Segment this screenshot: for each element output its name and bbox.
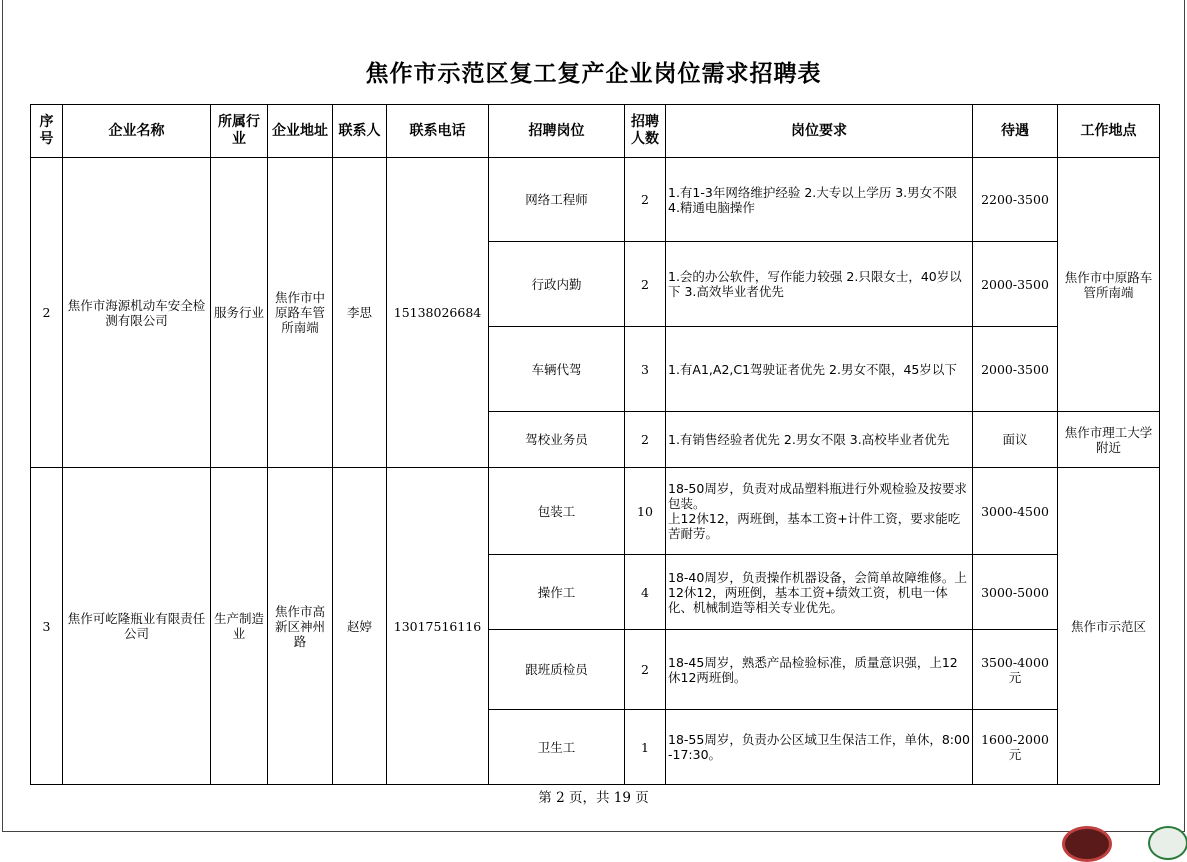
header-phone: 联系电话 [387, 105, 489, 158]
position-cell: 车辆代驾 [489, 327, 625, 412]
location-cell: 焦作市示范区 [1058, 468, 1160, 785]
position-cell: 网络工程师 [489, 158, 625, 242]
count-cell: 2 [625, 412, 666, 468]
header-location: 工作地点 [1058, 105, 1160, 158]
header-requirements: 岗位要求 [666, 105, 973, 158]
requirements-cell: 18-55周岁，负责办公区域卫生保洁工作，单休，8:00-17:30。 [666, 710, 973, 785]
salary-cell: 1600-2000元 [973, 710, 1058, 785]
salary-cell: 3000-4500 [973, 468, 1058, 555]
salary-cell: 面议 [973, 412, 1058, 468]
header-position: 招聘岗位 [489, 105, 625, 158]
header-count: 招聘人数 [625, 105, 666, 158]
count-cell: 2 [625, 630, 666, 710]
address-cell: 焦作市中原路车管所南端 [268, 158, 333, 468]
page-title: 焦作市示范区复工复产企业岗位需求招聘表 [365, 61, 822, 87]
position-cell: 行政内勤 [489, 242, 625, 327]
count-cell: 3 [625, 327, 666, 412]
position-cell: 包装工 [489, 468, 625, 555]
requirements-cell: 1.有1-3年网络维护经验 2.大专以上学历 3.男女不限 4.精通电脑操作 [666, 158, 973, 242]
position-cell: 操作工 [489, 555, 625, 630]
salary-cell: 2000-3500 [973, 327, 1058, 412]
count-cell: 4 [625, 555, 666, 630]
location-cell: 焦作市中原路车管所南端 [1058, 158, 1160, 412]
page-number: 第 2 页，共 19 页 [538, 790, 649, 806]
header-seq: 序号 [31, 105, 63, 158]
table-row [31, 468, 1160, 555]
requirements-cell: 18-50周岁，负责对成品塑料瓶进行外观检验及按要求包装。 上12休12，两班倒，基本工资+计件工资，要求能吃苦耐劳。 [666, 468, 973, 555]
company-name-cell: 焦作市海源机动车安全检测有限公司 [63, 158, 211, 468]
requirements-cell: 18-40周岁，负责操作机器设备，会简单故障维修。上12休12，两班倒，基本工资+绩效工资，机电一体化、机械制造等相关专业优先。 [666, 555, 973, 630]
count-cell: 1 [625, 710, 666, 785]
industry-cell: 服务行业 [211, 158, 268, 468]
seal-icon [1148, 826, 1187, 860]
seq-cell: 3 [31, 468, 63, 785]
count-cell: 2 [625, 242, 666, 327]
salary-cell: 3500-4000元 [973, 630, 1058, 710]
count-cell: 2 [625, 158, 666, 242]
position-cell: 跟班质检员 [489, 630, 625, 710]
phone-cell: 13017516116 [387, 468, 489, 785]
contact-cell: 赵婷 [333, 468, 387, 785]
contact-cell: 李思 [333, 158, 387, 468]
header-salary: 待遇 [973, 105, 1058, 158]
salary-cell: 2200-3500 [973, 158, 1058, 242]
address-cell: 焦作市高新区神州路 [268, 468, 333, 785]
position-cell: 卫生工 [489, 710, 625, 785]
company-name-cell: 焦作可屹隆瓶业有限责任公司 [63, 468, 211, 785]
position-cell: 驾校业务员 [489, 412, 625, 468]
phone-cell: 15138026684 [387, 158, 489, 468]
salary-cell: 3000-5000 [973, 555, 1058, 630]
salary-cell: 2000-3500 [973, 242, 1058, 327]
header-contact: 联系人 [333, 105, 387, 158]
header-company: 企业名称 [63, 105, 211, 158]
recruitment-table [30, 104, 1160, 785]
requirements-cell: 1.有销售经验者优先 2.男女不限 3.高校毕业者优先 [666, 412, 973, 468]
industry-cell: 生产制造业 [211, 468, 268, 785]
header-industry: 所属行业 [211, 105, 268, 158]
header-address: 企业地址 [268, 105, 333, 158]
requirements-cell: 1.会的办公软件，写作能力较强 2.只限女士，40岁以下 3.高效毕业者优先 [666, 242, 973, 327]
location-cell: 焦作市理工大学附近 [1058, 412, 1160, 468]
table-row [31, 158, 1160, 242]
seal-icon [1062, 826, 1112, 862]
requirements-cell: 1.有A1,A2,C1驾驶证者优先 2.男女不限，45岁以下 [666, 327, 973, 412]
requirements-cell: 18-45周岁，熟悉产品检验标准，质量意识强，上12休12两班倒。 [666, 630, 973, 710]
count-cell: 10 [625, 468, 666, 555]
seq-cell: 2 [31, 158, 63, 468]
